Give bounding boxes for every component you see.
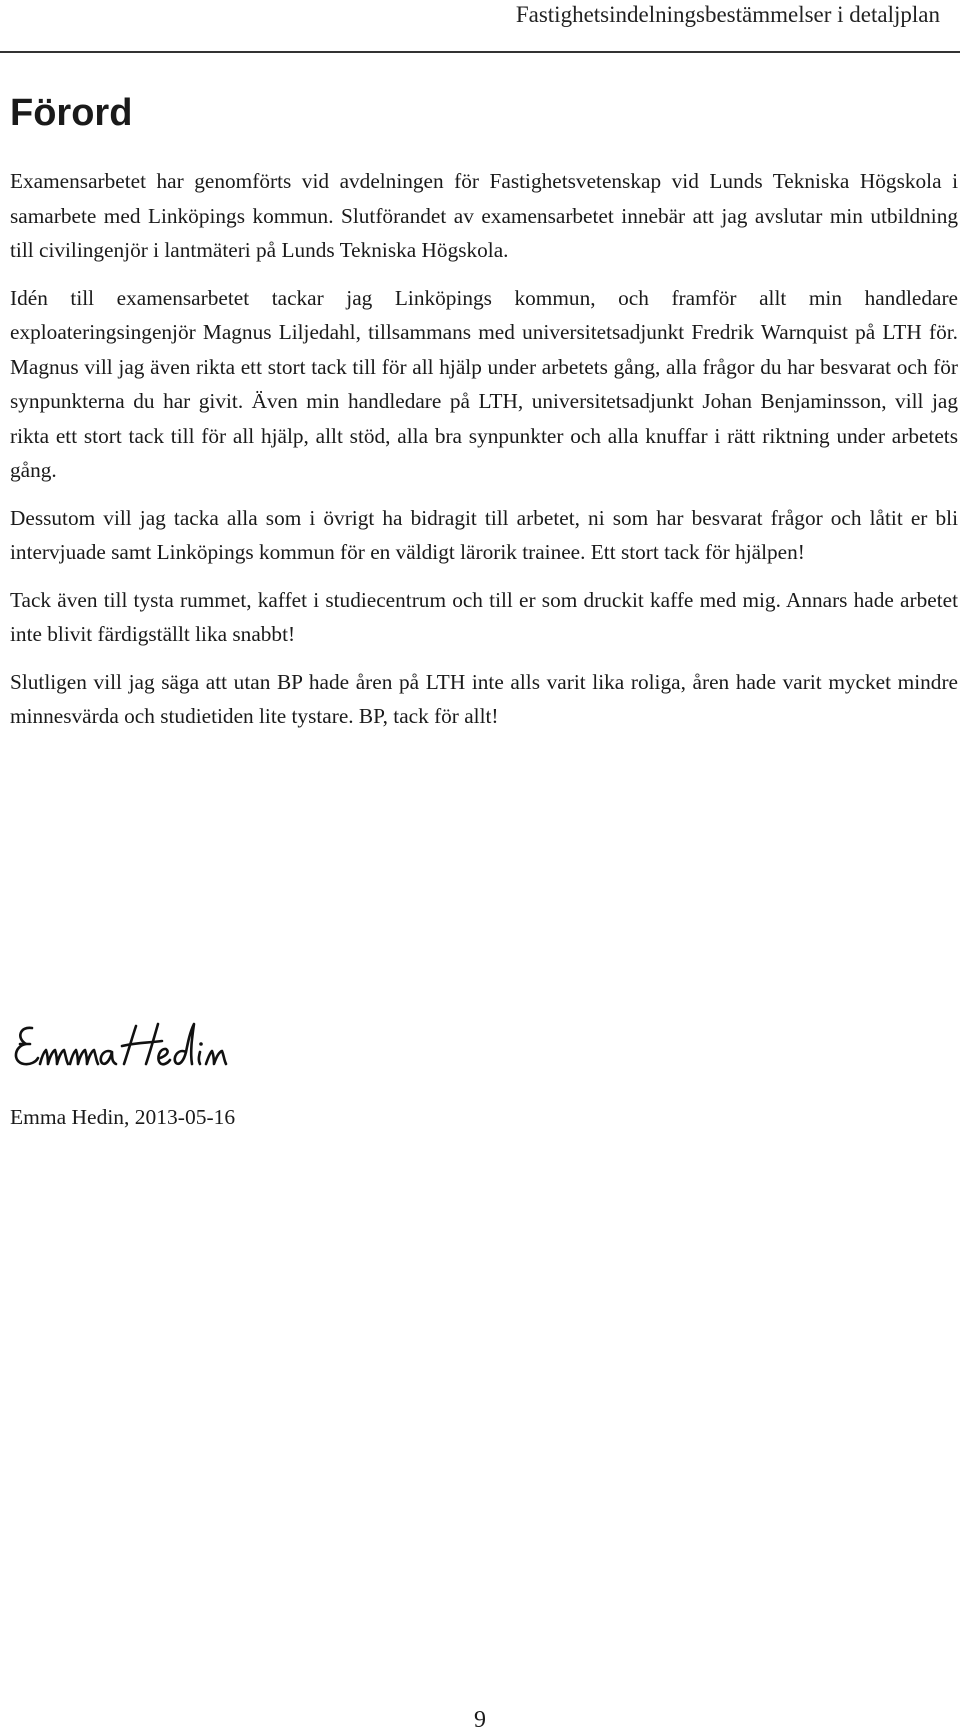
- page-number: 9: [474, 1707, 486, 1733]
- handwritten-signature: [10, 1016, 250, 1076]
- body-text: [10, 164, 958, 747]
- signature-name-date: Emma Hedin, 2013-05-16: [10, 1105, 236, 1129]
- paragraph-5: Slutligen vill jag säga att utan BP hade åren på LTH inte alls varit lika roliga, åren hade varit mycket mindre minnesvärda och studietiden lite tystare. BP, tack för allt!: [10, 669, 958, 728]
- header-rule: [0, 51, 960, 53]
- paragraph-2: Idén till examensarbetet tackar jag Linköpings kommun, och framför allt min handledare exploateringsingenjör Magnus Liljedahl, tillsammans med universitetsadjunkt Fredrik Warnquist på LTH för. Magnus vill jag även rikta ett stort tack till för all hjälp under arbetets gång, alla frågor du har besvarat och för synpunkterna du har givit. Även min handledare på LTH, universitetsadjunkt Johan Benjaminsson, vill jag rikta ett stort tack till för all hjälp, allt stöd, alla bra synpunkter och alla knuffar i rätt riktning under arbetets gång.: [10, 285, 958, 482]
- paragraph-4: Tack även till tysta rummet, kaffet i studiecentrum och till er som druckit kaffe med mig. Annars hade arbetet inte blivit färdigställt lika snabbt!: [10, 587, 958, 646]
- paragraph-3: Dessutom vill jag tacka alla som i övrigt ha bidragit till arbetet, ni som har besvarat frågor och låtit er bli intervjuade samt Linköpings kommun för en väldigt lärorik trainee. Ett stort tack för hjälpen!: [10, 505, 958, 564]
- page-title: Förord: [10, 92, 133, 134]
- paragraph-1: Examensarbetet har genomförts vid avdelningen för Fastighetsvetenskap vid Lunds Tekniska Högskola i samarbete med Linköpings kommun. Slutförandet av examensarbetet innebär att jag avslutar min utbildning till civilingenjör i lantmäteri på Lunds Tekniska Högskola.: [10, 169, 958, 262]
- running-header: Fastighetsindelningsbestämmelser i detaljplan: [515, 2, 940, 27]
